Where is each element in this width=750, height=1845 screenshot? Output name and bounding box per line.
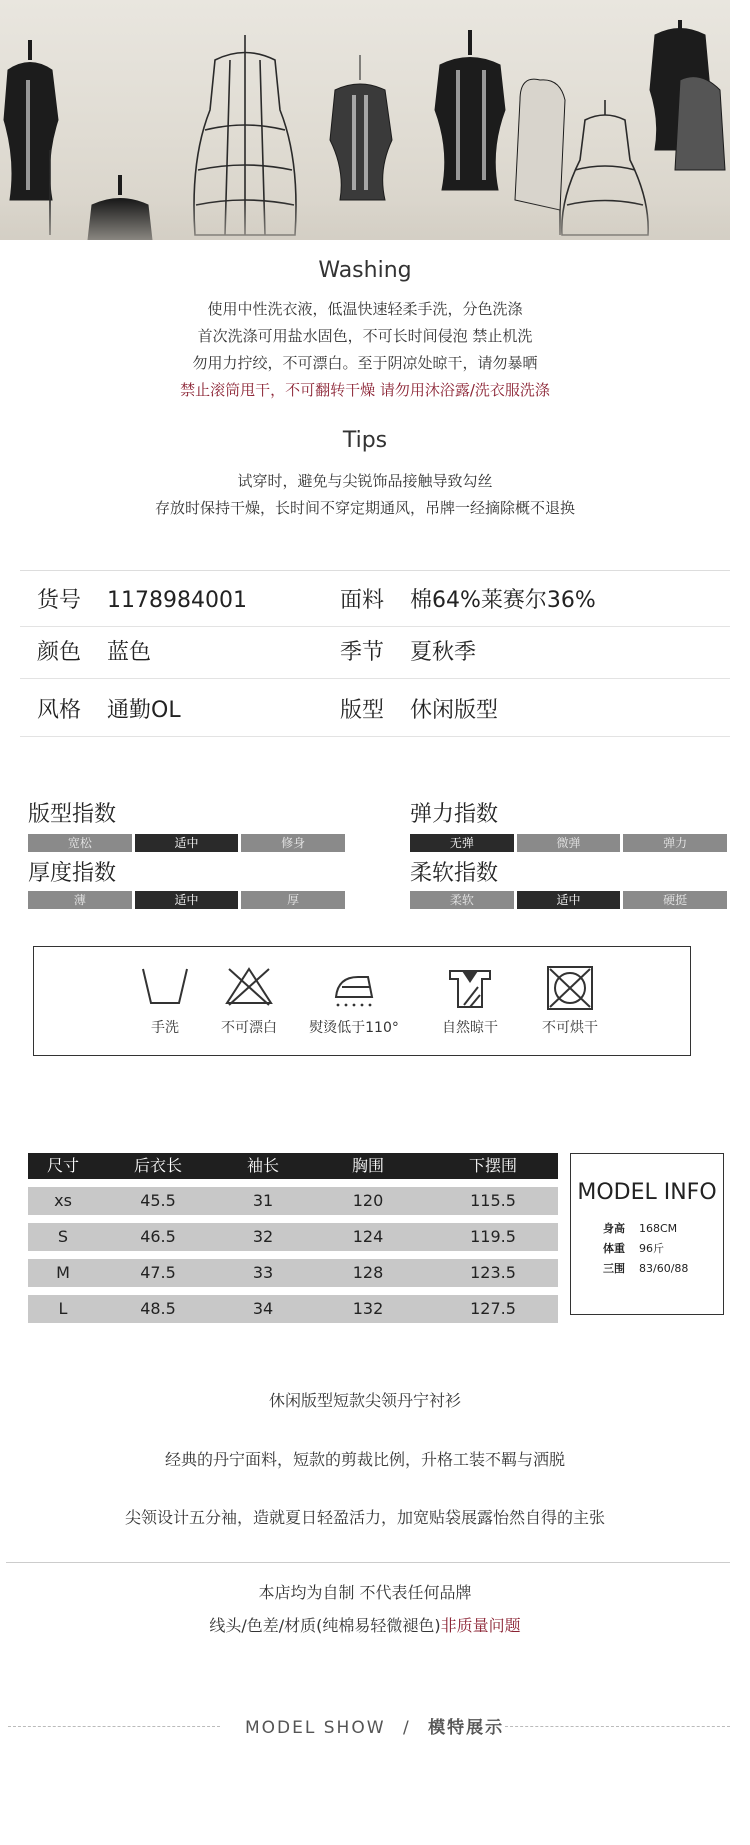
index-option: 无弹: [410, 834, 514, 852]
header-cell: 后衣长: [133, 1156, 182, 1175]
index-title: 弹力指数: [410, 802, 499, 827]
spec-label: 货号: [37, 588, 82, 613]
table-row: [28, 1187, 558, 1215]
quality-notice-highlight: 非质量问题: [440, 1616, 521, 1635]
table-cell: 120: [352, 1191, 384, 1210]
table-cell: 123.5: [470, 1263, 516, 1282]
model-info-row: [603, 1239, 723, 1259]
spec-value: 1178984001: [107, 588, 247, 613]
size-table-header: [28, 1153, 558, 1179]
line-dry-icon: [444, 965, 496, 1011]
dashed-divider: [8, 1726, 220, 1727]
spec-value: 棉64%莱赛尔36%: [410, 588, 596, 613]
index-bar: [410, 891, 727, 909]
table-cell: 115.5: [470, 1191, 516, 1210]
index-option: 微弹: [517, 834, 621, 852]
table-row: [28, 1259, 558, 1287]
header-cell: 胸围: [351, 1156, 384, 1175]
table-cell: 33: [252, 1263, 274, 1282]
index-title: 厚度指数: [28, 861, 117, 886]
washing-line: 首次洗涤可用盐水固色，不可长时间侵泡 禁止机洗: [197, 327, 533, 345]
table-cell: 32: [252, 1227, 274, 1246]
care-item: [520, 947, 620, 1037]
model-info-value: 168CM: [639, 1222, 678, 1235]
index-option: 薄: [28, 891, 132, 909]
care-label: 手洗: [151, 1020, 179, 1036]
mannequin-banner: [0, 0, 730, 240]
spec-value: 夏秋季: [410, 640, 477, 665]
table-cell: S: [57, 1227, 69, 1246]
washing-instructions: [0, 296, 730, 404]
header-cell: 下摆围: [468, 1156, 517, 1175]
index-option: 适中: [517, 891, 621, 909]
index-option: 适中: [135, 834, 239, 852]
model-show-cn: 模特展示: [428, 1718, 505, 1738]
spec-row: [20, 686, 730, 737]
index-option: 柔软: [410, 891, 514, 909]
table-row: [28, 1223, 558, 1251]
model-info-value: 96斤: [639, 1242, 664, 1255]
table-cell: 48.5: [140, 1299, 176, 1318]
product-description: 尖领设计五分袖，造就夏日轻盈活力，加宽贴袋展露怡然自得的主张: [124, 1508, 605, 1527]
index-option: 厚: [241, 891, 345, 909]
no-tumble-dry-icon: [544, 965, 596, 1011]
header-cell: 袖长: [246, 1156, 279, 1175]
table-row: [28, 1295, 558, 1323]
index-option: 适中: [135, 891, 239, 909]
table-cell: 31: [252, 1191, 274, 1210]
size-table: [28, 1153, 558, 1323]
dashed-divider: [505, 1726, 730, 1727]
table-cell: 128: [352, 1263, 384, 1282]
table-cell: 46.5: [140, 1227, 176, 1246]
care-label: 不可漂白: [221, 1020, 277, 1036]
model-info-row: [603, 1219, 723, 1239]
table-cell: 124: [352, 1227, 384, 1246]
index-bar: [28, 834, 345, 852]
index-title: 柔软指数: [410, 861, 499, 886]
washing-line: 使用中性洗衣液，低温快速轻柔手洗，分色洗涤: [207, 300, 523, 318]
care-label: 熨烫低于110°: [309, 1020, 399, 1036]
table-cell: 127.5: [470, 1299, 516, 1318]
spec-label: 风格: [37, 698, 82, 723]
quality-notice: [0, 1613, 730, 1636]
table-cell: M: [56, 1263, 70, 1282]
elasticity-index: [410, 797, 727, 852]
table-cell: L: [58, 1299, 68, 1318]
index-title: 版型指数: [28, 802, 117, 827]
model-info-label: 体重: [603, 1242, 625, 1255]
table-cell: 45.5: [140, 1191, 176, 1210]
care-symbols-box: [33, 946, 691, 1056]
spec-label: 面料: [340, 588, 385, 613]
mannequin-illustration: [0, 0, 730, 240]
model-info-title: MODEL INFO: [577, 1180, 717, 1205]
spec-label: 版型: [340, 698, 385, 723]
table-cell: xs: [54, 1191, 72, 1210]
softness-index: [410, 856, 727, 909]
spec-value: 蓝色: [107, 640, 152, 665]
product-title: 休闲版型短款尖领丹宁衬衫: [268, 1391, 461, 1410]
no-bleach-icon: [223, 965, 275, 1007]
table-cell: 47.5: [140, 1263, 176, 1282]
model-info-label: 三围: [603, 1262, 625, 1275]
care-label: 不可烘干: [542, 1020, 598, 1036]
brand-notice: 本店均为自制 不代表任何品牌: [258, 1583, 472, 1602]
spec-value: 休闲版型: [410, 698, 499, 723]
care-item: [420, 947, 520, 1037]
model-show-separator: /: [402, 1718, 411, 1738]
index-option: 宽松: [28, 834, 132, 852]
model-info-box: [570, 1153, 724, 1315]
spec-value: 通勤OL: [107, 698, 181, 723]
index-option: 弹力: [623, 834, 727, 852]
thickness-index: [28, 856, 345, 909]
tips-line: 试穿时，避免与尖锐饰品接触导致勾丝: [237, 472, 493, 490]
spec-label: 颜色: [37, 640, 82, 665]
spec-row: [20, 576, 730, 627]
model-show-heading: [245, 1713, 504, 1738]
divider: [20, 570, 730, 571]
spec-row: [20, 628, 730, 679]
washing-line: 勿用力拧绞，不可漂白。至于阴凉处晾干，请勿暴晒: [192, 354, 538, 372]
table-cell: 34: [252, 1299, 274, 1318]
hand-wash-icon: [139, 965, 191, 1007]
table-cell: 119.5: [470, 1227, 516, 1246]
index-bar: [28, 891, 345, 909]
fit-index: [28, 797, 345, 852]
iron-low-icon: [328, 965, 380, 1011]
care-label: 自然晾干: [442, 1020, 498, 1036]
divider: [6, 1562, 730, 1563]
spec-label: 季节: [340, 640, 385, 665]
quality-notice-text: 线头/色差/材质(纯棉易轻微褪色): [209, 1616, 441, 1635]
index-option: 修身: [241, 834, 345, 852]
model-info-list: [603, 1219, 723, 1279]
tips-line: 存放时保持干燥，长时间不穿定期通风，吊牌一经摘除概不退换: [154, 499, 575, 517]
care-item: [199, 947, 299, 1037]
washing-warning: 禁止滚筒甩干，不可翻转干燥 请勿用沐浴露/洗衣服洗涤: [180, 381, 550, 399]
model-show-en: MODEL SHOW: [245, 1718, 386, 1738]
index-option: 硬挺: [623, 891, 727, 909]
model-info-label: 身高: [603, 1222, 625, 1235]
washing-title: Washing: [318, 258, 412, 283]
model-info-row: [603, 1259, 723, 1279]
model-info-value: 83/60/88: [639, 1262, 689, 1275]
product-description: 经典的丹宁面料，短款的剪裁比例，升格工装不羁与洒脱: [164, 1450, 565, 1469]
tips-text: [0, 468, 730, 522]
header-cell: 尺寸: [46, 1156, 79, 1175]
tips-title: Tips: [342, 428, 388, 453]
table-cell: 132: [352, 1299, 384, 1318]
index-bar: [410, 834, 727, 852]
care-item: [304, 947, 404, 1037]
